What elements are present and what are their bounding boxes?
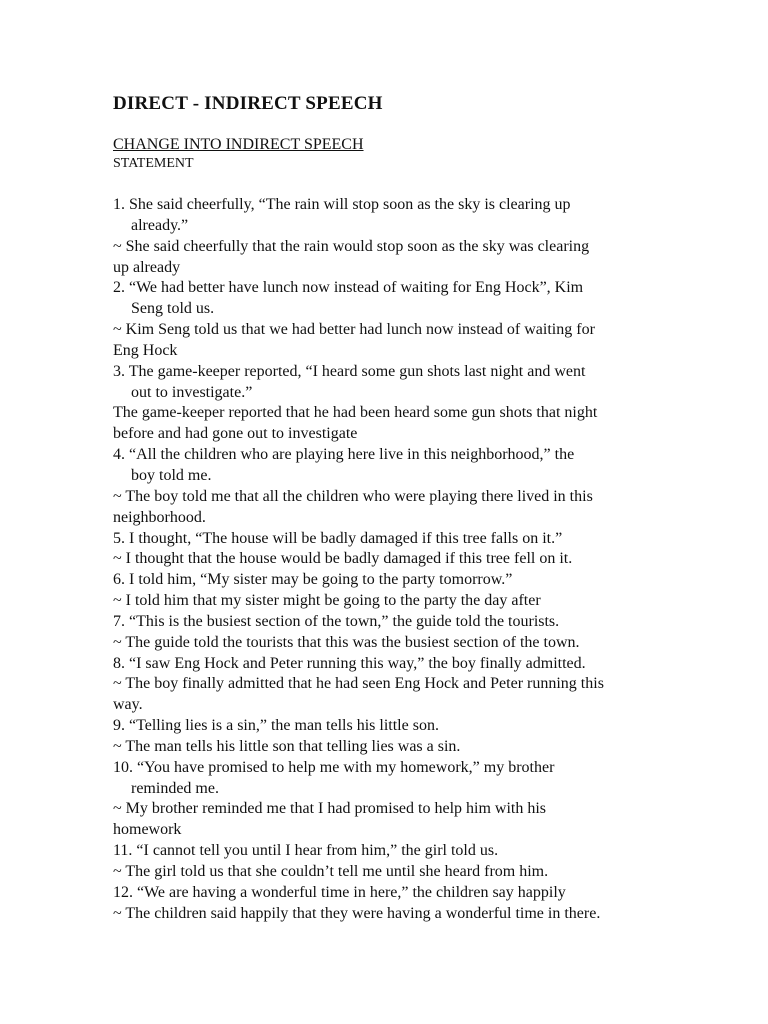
text-line: 6. I told him, “My sister may be going to the party tomorrow.” xyxy=(113,571,513,589)
text-line: ~ The girl told us that she couldn’t tell me until she heard from him. xyxy=(113,863,549,880)
text-line: ~ Kim Seng told us that we had better had lunch now instead of waiting for xyxy=(113,321,595,339)
text-line: 10. “You have promised to help me with my homework,” my brother xyxy=(113,758,555,776)
text-line: ~ The children said happily that they were having a wonderful time in there. xyxy=(113,904,601,922)
text-line: way. xyxy=(113,696,143,714)
text-line: up already xyxy=(113,258,181,276)
text-line: 2. “We had better have lunch now instead of waiting for Eng Hock”, Kim xyxy=(113,279,584,297)
text-line: reminded me. xyxy=(131,779,219,797)
text-line: 12. “We are having a wonderful time in here,” the children say happily xyxy=(113,883,566,901)
text-line: already.” xyxy=(131,216,189,234)
text-line: ~ The guide told the tourists that this was the busiest section of the town. xyxy=(113,633,580,651)
text-line: neighborhood. xyxy=(113,508,206,526)
text-line: out to investigate.” xyxy=(131,383,253,401)
text-line: homework xyxy=(113,821,182,839)
text-line: 5. I thought, “The house will be badly damaged if this tree falls on it.” xyxy=(113,529,563,547)
text-line: ~ The boy told me that all the children who were playing there lived in this xyxy=(113,487,593,505)
text-line: boy told me. xyxy=(131,466,212,484)
text-line: ~ I thought that the house would be badly damaged if this tree fell on it. xyxy=(113,550,573,568)
text-line: ~ My brother reminded me that I had promised to help him with his xyxy=(113,800,547,818)
text-line: 4. “All the children who are playing here live in this neighborhood,” the xyxy=(113,446,575,464)
text-line: Seng told us. xyxy=(131,300,215,318)
text-line: 1. She said cheerfully, “The rain will stop soon as the sky is clearing up xyxy=(113,196,571,213)
text-line: 11. “I cannot tell you until I hear from him,” the girl told us. xyxy=(113,842,499,860)
section-label: STATEMENT xyxy=(113,156,194,171)
text-line: ~ She said cheerfully that the rain would stop soon as the sky was clearing xyxy=(113,237,590,255)
text-line: ~ The boy finally admitted that he had seen Eng Hock and Peter running this xyxy=(113,675,604,693)
text-line: before and had gone out to investigate xyxy=(113,425,358,443)
text-line: 7. “This is the busiest section of the town,” the guide told the tourists. xyxy=(113,612,560,630)
text-line: 3. The game-keeper reported, “I heard some gun shots last night and went xyxy=(113,362,586,380)
page-title: DIRECT - INDIRECT SPEECH xyxy=(113,93,383,114)
text-line: 9. “Telling lies is a sin,” the man tells his little son. xyxy=(113,717,439,735)
text-line: ~ The man tells his little son that telling lies was a sin. xyxy=(113,737,461,755)
text-line: ~ I told him that my sister might be going to the party the day after xyxy=(113,592,541,610)
text-line: 8. “I saw Eng Hock and Peter running this way,” the boy finally admitted. xyxy=(113,654,586,672)
exercise-list xyxy=(113,195,658,925)
text-line: The game-keeper reported that he had been heard some gun shots that night xyxy=(113,404,598,422)
text-line: Eng Hock xyxy=(113,341,178,359)
section-heading: CHANGE INTO INDIRECT SPEECH xyxy=(113,136,364,153)
